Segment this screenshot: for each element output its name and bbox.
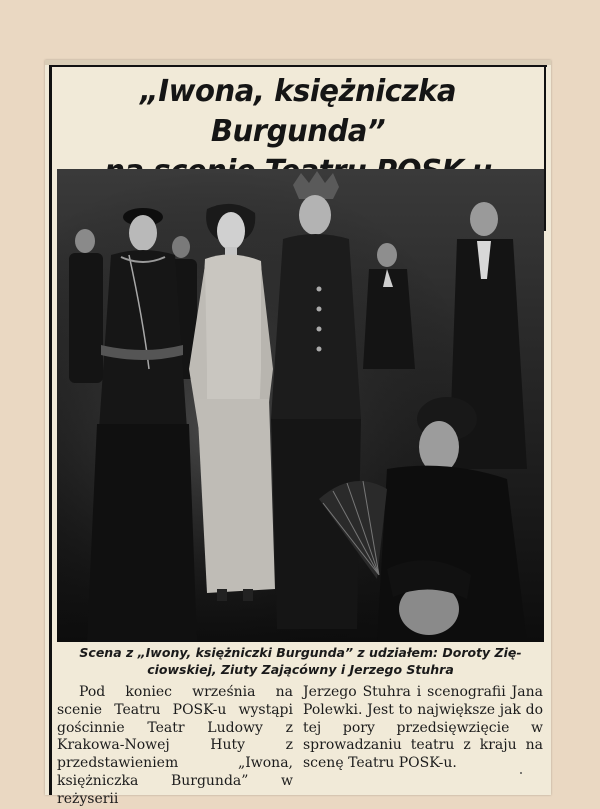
headline-line-1: „Iwona, księżniczka Burgunda” — [140, 74, 456, 149]
article-column-right: Jerzego Stuhra i scenografii Jana Polewki. Jest to największe jak do tej pory przedsięwzięcie w sprowadzaniu teatru z kraju na scenę Teatru POSK-u. — [303, 684, 543, 772]
frame-rule-right — [544, 65, 546, 231]
photo-caption — [57, 644, 544, 678]
newspaper-clipping — [45, 60, 551, 807]
king-in-uniform — [271, 171, 361, 629]
theatre-scene-photo — [57, 169, 544, 642]
caption-line-1: Scena z „Iwony, księżniczki Burgunda” z udziałem: Doroty Zię- — [79, 645, 522, 660]
print-speck — [520, 772, 522, 774]
caption-line-2: ciowskiej, Ziuty Zającówny i Jerzego Stuhra — [147, 662, 454, 677]
article-column-left: Pod koniec września na scenie Teatru POSK-u wystąpi gościnnie Teatr Ludowy z Krakowa-Nowej Huty z przedstawieniem „Iwona, księżniczka Burgunda” w reżyserii — [57, 684, 293, 807]
frame-rule-top — [49, 65, 547, 67]
frame-rule-left — [49, 65, 52, 795]
